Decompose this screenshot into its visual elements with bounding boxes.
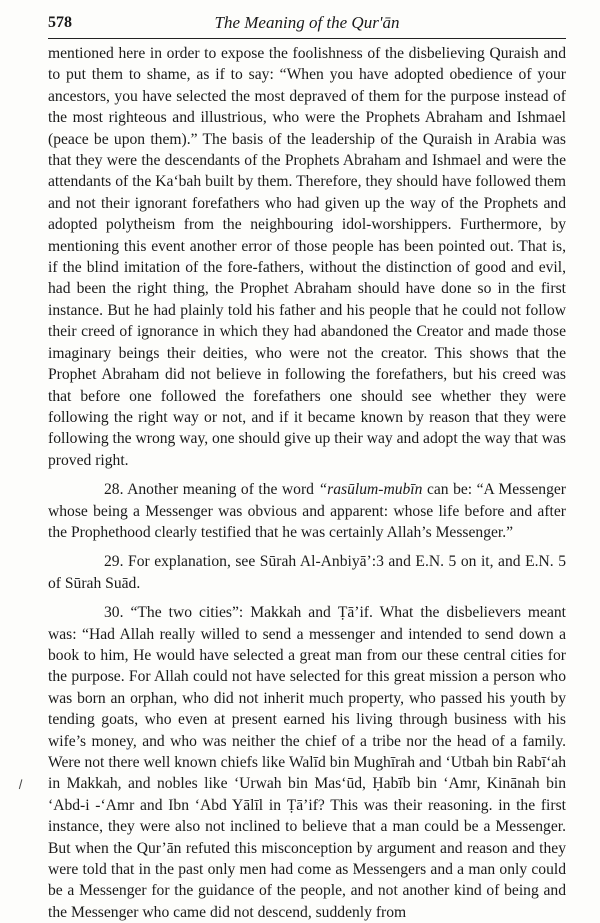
- note-30: 30. “The two cities”: Makkah and Ṭā’if. What the disbelievers meant was: “Had Allah really willed to send a messenger and intended to send down a book to him, He would have selected a great man from our these central cities for the purpose. For Allah could not have selected for this great mission a person who was born an orphan, who did not inherit much property, who passed his youth by tending goats, who even at present earned his living through business with his wife’s money, and who was neither the chief of a tribe nor the head of a family. Were not there well known chiefs like Walīd bin Mughīrah and ‘Utbah bin Rabī‘ah in Makkah, and nobles like ‘Urwah bin Mas‘ūd, Ḥabīb bin ‘Amr, Kinānah bin ‘Abd-i -‘Amr and Ibn ‘Abd Yālīl in Ṭā’if? This was their reasoning. in the first instance, they were also not inclined to believe that a man could be a Messenger. But when the Qur’ān refuted this misconception by argument and reason and they were told that in the past only men had come as Messengers and a man only could be a Messenger for the guidance of the people, and not another kind of being and the Messenger who came did not descend, suddenly from: [48, 604, 566, 921]
- page-body: [48, 43, 566, 923]
- note-28: [48, 479, 566, 543]
- note-29: 29. For explanation, see Sūrah Al-Anbiyā’:3 and E.N. 5 on it, and E.N. 5 of Sūrah Suād.: [48, 553, 566, 592]
- running-title: The Meaning of the Qur'ān: [214, 13, 400, 32]
- page-header: [48, 0, 566, 39]
- paragraph-intro: mentioned here in order to expose the foolishness of the disbelieving Quraish and to put them to shame, as if to say: “When you have adopted obedience of your ancestors, you have selected the most depraved of them for the purpose instead of the most righteous and illustrious, who were the Prophets Abraham and Ishmael (peace be upon them).” The basis of the leadership of the Quraish in Arabia was that they were the descendants of the Prophets Abraham and Ishmael and were the attendants of the Ka‘bah built by them. Therefore, they should have followed them and not their ignorant forefathers who had given up the way of the Prophets and adopted polytheism from the neighbouring idol-worshippers. Furthermore, by mentioning this event another error of those people has been pointed out. That is, if the blind imitation of the fore-fathers, without the distinction of good and evil, had been the right thing, the Prophet Abraham should have done so in the first instance. But he had plainly told his father and his people that he could not follow their creed of ignorance in which they had abandoned the Creator and made those imaginary beings their deities, who were not the creator. This shows that the Prophet Abraham did not believe in following the forefathers, but his creed was that before one followed the forefathers one should see whether they were following the right way or not, and if it became known by reason that they were following the wrong way, one should give up their way and adopt the way that was proved right.: [48, 45, 566, 469]
- margin-pencil-mark: [19, 779, 28, 790]
- note-28-text: can be: “A Messenger whose being a Messenger was obvious and apparent: whose life before and after the Prophethood clearly testified that he was certainly Allah’s Messenger.”: [48, 481, 566, 541]
- note-28-lead: 28. Another meaning of the word: [104, 481, 319, 499]
- page-number: 578: [48, 14, 72, 31]
- note-28-term: “rasūlum-mubīn: [318, 481, 423, 499]
